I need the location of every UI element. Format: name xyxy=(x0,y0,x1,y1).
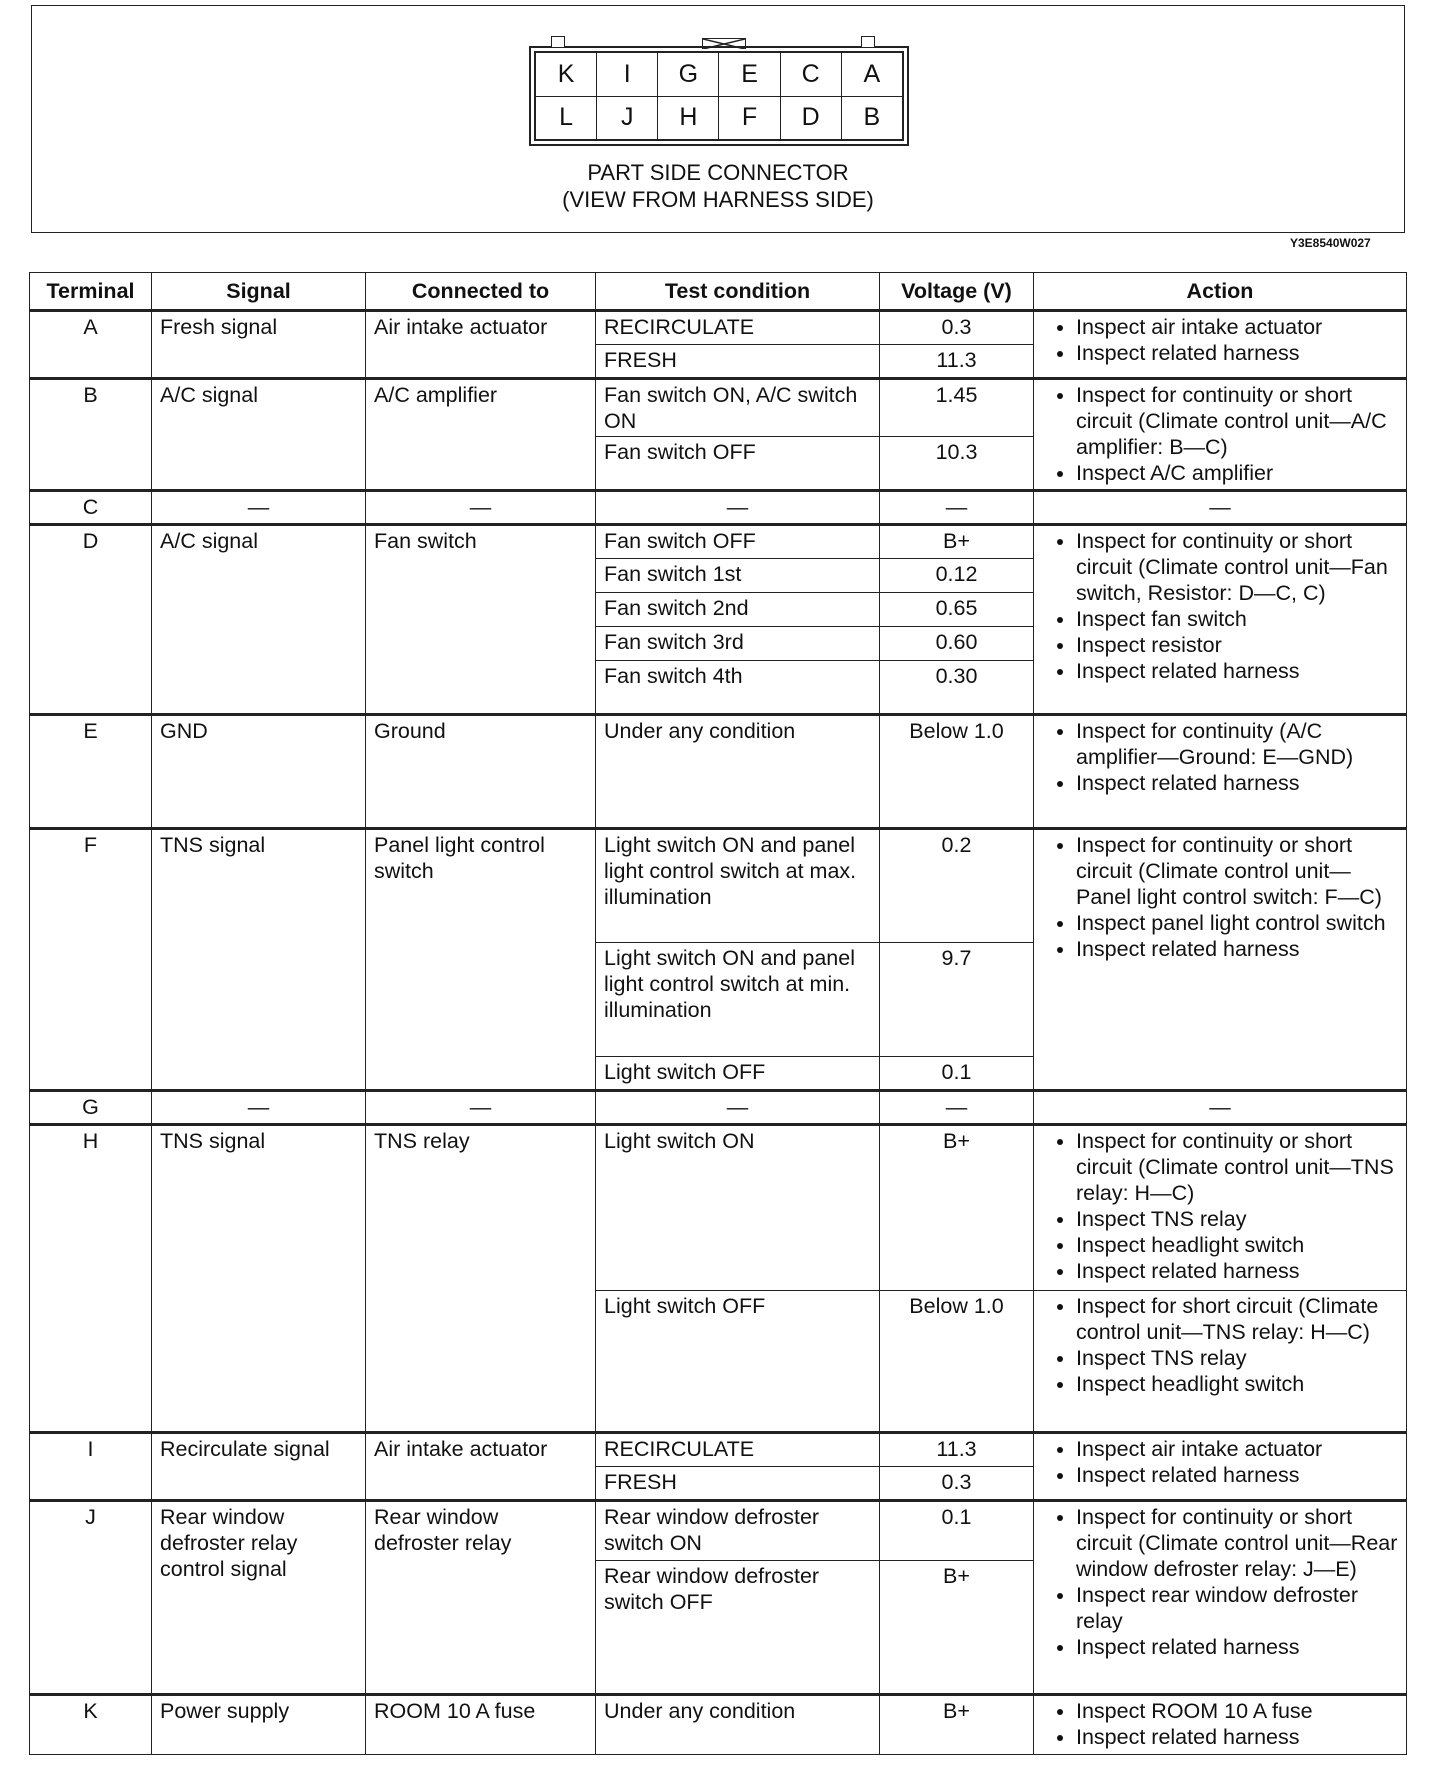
table-row xyxy=(30,1501,1407,1561)
condition-cell: Rear window defroster switch ON xyxy=(596,1501,880,1561)
action-item: • Inspect A/C amplifier xyxy=(1076,460,1398,486)
voltage-cell: 0.60 xyxy=(880,627,1034,661)
terminal-cell: F xyxy=(30,829,152,1091)
header-signal: Signal xyxy=(152,273,366,311)
action-cell xyxy=(1034,1291,1407,1433)
action-item: • Inspect for continuity (A/C amplifier—Ground: E—GND) xyxy=(1076,718,1398,770)
connector-tab-right xyxy=(861,36,875,47)
empty-cell: — xyxy=(880,1091,1034,1125)
terminal-cell: B xyxy=(30,379,152,491)
condition-cell: Rear window defroster switch OFF xyxy=(596,1561,880,1695)
pin-label: J xyxy=(597,96,658,140)
action-item: • Inspect related harness xyxy=(1076,770,1398,796)
condition-cell: Under any condition xyxy=(596,1695,880,1755)
action-item: • Inspect for short circuit (Climate control unit—TNS relay: H—C) xyxy=(1076,1293,1398,1345)
action-item: • Inspect air intake actuator xyxy=(1076,1436,1398,1462)
connected-cell: Ground xyxy=(366,715,596,829)
voltage-cell: Below 1.0 xyxy=(880,1291,1034,1433)
header-test-condition: Test condition xyxy=(596,273,880,311)
connector-top-row xyxy=(536,53,903,97)
action-item: • Inspect rear window defroster relay xyxy=(1076,1582,1398,1634)
action-item: • Inspect TNS relay xyxy=(1076,1206,1398,1232)
header-voltage: Voltage (V) xyxy=(880,273,1034,311)
action-item: • Inspect for continuity or short circuit (Climate control unit—Panel light control switch: F—C) xyxy=(1076,832,1398,910)
signal-cell: Recirculate signal xyxy=(152,1433,366,1501)
voltage-cell: 0.1 xyxy=(880,1057,1034,1091)
terminal-cell: A xyxy=(30,311,152,379)
table-row xyxy=(30,1695,1407,1755)
table-row xyxy=(30,491,1407,525)
connected-cell: Air intake actuator xyxy=(366,1433,596,1501)
header-connected-to: Connected to xyxy=(366,273,596,311)
terminal-cell: C xyxy=(30,491,152,525)
action-item: • Inspect fan switch xyxy=(1076,606,1398,632)
connected-cell: Air intake actuator xyxy=(366,311,596,379)
terminal-cell: D xyxy=(30,525,152,715)
action-cell xyxy=(1034,379,1407,491)
empty-cell: — xyxy=(880,491,1034,525)
voltage-cell: B+ xyxy=(880,1561,1034,1695)
action-cell xyxy=(1034,525,1407,715)
action-item: • Inspect for continuity or short circuit (Climate control unit—Rear window defroster relay: J—E) xyxy=(1076,1504,1398,1582)
table-row xyxy=(30,311,1407,345)
signal-cell: A/C signal xyxy=(152,525,366,715)
table-row xyxy=(30,379,1407,437)
connector-bottom-row xyxy=(536,96,903,140)
voltage-cell: B+ xyxy=(880,525,1034,559)
terminal-cell: E xyxy=(30,715,152,829)
header-action: Action xyxy=(1034,273,1407,311)
connected-cell: Panel light control switch xyxy=(366,829,596,1091)
action-cell xyxy=(1034,1501,1407,1695)
header-terminal: Terminal xyxy=(30,273,152,311)
empty-cell: — xyxy=(366,1091,596,1125)
empty-cell: — xyxy=(152,1091,366,1125)
pin-label: F xyxy=(719,96,780,140)
condition-cell: Fan switch 3rd xyxy=(596,627,880,661)
signal-cell: Rear window defroster relay control signal xyxy=(152,1501,366,1695)
action-item: • Inspect for continuity or short circuit (Climate control unit—A/C amplifier: B—C) xyxy=(1076,382,1398,460)
action-item: • Inspect headlight switch xyxy=(1076,1232,1398,1258)
connector-latch xyxy=(702,38,746,49)
pin-label: A xyxy=(841,53,902,97)
empty-cell: — xyxy=(596,1091,880,1125)
action-item: • Inspect related harness xyxy=(1076,936,1398,962)
signal-cell: Power supply xyxy=(152,1695,366,1755)
voltage-cell: 1.45 xyxy=(880,379,1034,437)
figure-caption-line1: PART SIDE CONNECTOR xyxy=(587,160,849,185)
signal-cell: TNS signal xyxy=(152,829,366,1091)
action-item: • Inspect related harness xyxy=(1076,1724,1398,1750)
pin-label: E xyxy=(719,53,780,97)
pin-label: K xyxy=(536,53,597,97)
table-row xyxy=(30,829,1407,943)
empty-cell: — xyxy=(152,491,366,525)
voltage-cell: 0.1 xyxy=(880,1501,1034,1561)
empty-cell: — xyxy=(596,491,880,525)
condition-cell: RECIRCULATE xyxy=(596,311,880,345)
action-item: • Inspect air intake actuator xyxy=(1076,314,1398,340)
connector-tab-left xyxy=(551,36,565,47)
connector-diagram xyxy=(529,46,909,146)
condition-cell: FRESH xyxy=(596,345,880,379)
voltage-cell: 0.12 xyxy=(880,559,1034,593)
terminal-cell: G xyxy=(30,1091,152,1125)
table-row xyxy=(30,1125,1407,1291)
action-cell xyxy=(1034,311,1407,379)
pin-label: L xyxy=(536,96,597,140)
action-item: • Inspect ROOM 10 A fuse xyxy=(1076,1698,1398,1724)
condition-cell: Fan switch OFF xyxy=(596,525,880,559)
connector-figure xyxy=(31,5,1405,233)
condition-cell: Under any condition xyxy=(596,715,880,829)
voltage-cell: Below 1.0 xyxy=(880,715,1034,829)
action-item: • Inspect related harness xyxy=(1076,658,1398,684)
action-cell xyxy=(1034,1433,1407,1501)
voltage-cell: 0.65 xyxy=(880,593,1034,627)
voltage-cell: 11.3 xyxy=(880,345,1034,379)
condition-cell: Light switch ON and panel light control switch at max. illumination xyxy=(596,829,880,943)
condition-cell: Light switch ON xyxy=(596,1125,880,1291)
terminal-cell: I xyxy=(30,1433,152,1501)
pin-label: B xyxy=(841,96,902,140)
table-row xyxy=(30,525,1407,559)
signal-cell: A/C signal xyxy=(152,379,366,491)
pin-label: C xyxy=(780,53,841,97)
figure-code: Y3E8540W027 xyxy=(1290,236,1371,250)
connected-cell: Fan switch xyxy=(366,525,596,715)
voltage-cell: 9.7 xyxy=(880,943,1034,1057)
action-item: • Inspect for continuity or short circuit (Climate control unit—TNS relay: H—C) xyxy=(1076,1128,1398,1206)
condition-cell: Fan switch OFF xyxy=(596,437,880,491)
voltage-cell: 10.3 xyxy=(880,437,1034,491)
connected-cell: TNS relay xyxy=(366,1125,596,1433)
signal-cell: TNS signal xyxy=(152,1125,366,1433)
connected-cell: A/C amplifier xyxy=(366,379,596,491)
condition-cell: Fan switch 4th xyxy=(596,661,880,715)
voltage-cell: 0.3 xyxy=(880,1467,1034,1501)
connected-cell: Rear window defroster relay xyxy=(366,1501,596,1695)
table-row xyxy=(30,1433,1407,1467)
empty-cell: — xyxy=(1034,491,1407,525)
action-item: • Inspect panel light control switch xyxy=(1076,910,1398,936)
action-item: • Inspect headlight switch xyxy=(1076,1371,1398,1397)
action-item: • Inspect related harness xyxy=(1076,340,1398,366)
action-item: • Inspect related harness xyxy=(1076,1462,1398,1488)
empty-cell: — xyxy=(1034,1091,1407,1125)
terminal-cell: H xyxy=(30,1125,152,1433)
signal-cell: Fresh signal xyxy=(152,311,366,379)
figure-caption-line2: (VIEW FROM HARNESS SIDE) xyxy=(562,187,874,212)
condition-cell: RECIRCULATE xyxy=(596,1433,880,1467)
terminal-table xyxy=(29,272,1407,1755)
table-row xyxy=(30,715,1407,829)
voltage-cell: B+ xyxy=(880,1125,1034,1291)
action-cell xyxy=(1034,1695,1407,1755)
pin-label: I xyxy=(597,53,658,97)
action-cell xyxy=(1034,829,1407,1091)
action-cell xyxy=(1034,715,1407,829)
condition-cell: FRESH xyxy=(596,1467,880,1501)
connected-cell: ROOM 10 A fuse xyxy=(366,1695,596,1755)
terminal-cell: K xyxy=(30,1695,152,1755)
pin-label: H xyxy=(658,96,719,140)
voltage-cell: B+ xyxy=(880,1695,1034,1755)
condition-cell: Fan switch 2nd xyxy=(596,593,880,627)
condition-cell: Fan switch ON, A/C switch ON xyxy=(596,379,880,437)
action-item: • Inspect related harness xyxy=(1076,1258,1398,1284)
pin-label: G xyxy=(658,53,719,97)
table-row xyxy=(30,1091,1407,1125)
action-cell xyxy=(1034,1125,1407,1291)
condition-cell: Light switch OFF xyxy=(596,1057,880,1091)
voltage-cell: 0.2 xyxy=(880,829,1034,943)
action-item: • Inspect TNS relay xyxy=(1076,1345,1398,1371)
condition-cell: Fan switch 1st xyxy=(596,559,880,593)
action-item: • Inspect for continuity or short circuit (Climate control unit—Fan switch, Resistor: D—C, C) xyxy=(1076,528,1398,606)
condition-cell: Light switch OFF xyxy=(596,1291,880,1433)
voltage-cell: 0.30 xyxy=(880,661,1034,715)
table-header-row xyxy=(30,273,1407,311)
voltage-cell: 0.3 xyxy=(880,311,1034,345)
terminal-cell: J xyxy=(30,1501,152,1695)
voltage-cell: 11.3 xyxy=(880,1433,1034,1467)
action-item: • Inspect resistor xyxy=(1076,632,1398,658)
pin-label: D xyxy=(780,96,841,140)
empty-cell: — xyxy=(366,491,596,525)
condition-cell: Light switch ON and panel light control switch at min. illumination xyxy=(596,943,880,1057)
signal-cell: GND xyxy=(152,715,366,829)
action-item: • Inspect related harness xyxy=(1076,1634,1398,1660)
